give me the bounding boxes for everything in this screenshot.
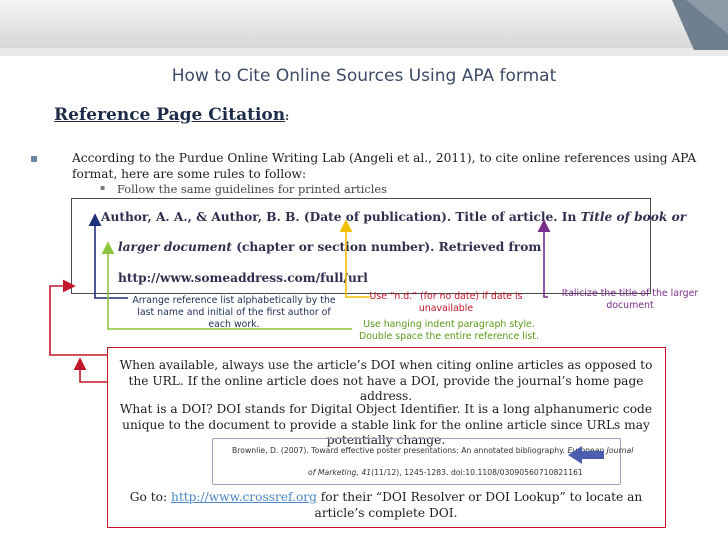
doi-paragraph-2: What is a DOI? DOI stands for Digital Object Identifier. It is a long alphanumeric code unique to the document to provide a stable link for the online article since URLs may potentially change. — [119, 402, 653, 447]
citation-line-1-italic: Title of book or — [580, 210, 687, 224]
bullet-square-icon: ▪ — [30, 151, 39, 165]
slide-title: How to Cite Online Sources Using APA format — [171, 66, 557, 86]
note-hanging-indent: Use hanging indent paragraph style. Double space the entire reference list. — [359, 319, 539, 342]
sub-bullet-text: Follow the same guidelines for printed articles — [117, 182, 388, 196]
citation-line-2-italic: larger document — [118, 240, 232, 254]
example-line-2-text: (11/12), 1245-1283. doi:10.1108/03090560710821161 — [371, 468, 583, 477]
note-arrange-alphabetically: Arrange reference list alphabetically by the last name and initial of the first author of each work. — [132, 295, 336, 330]
crossref-link[interactable]: http://www.crossref.org — [170, 490, 317, 504]
blue-arrow — [95, 218, 128, 298]
heading-colon: : — [285, 110, 290, 123]
heading-text: Reference Page Citation — [54, 105, 286, 125]
doi-paragraph-1: When available, always use the article’s DOI when citing online articles as opposed to the URL. If the online article does not have a DOI, provide the journal’s home page address. — [119, 358, 653, 403]
main-bullet-text: According to the Purdue Online Writing Lab (Angeli et al., 2011), to cite online references using APA format, here are some rules to follow: — [72, 151, 697, 181]
example-line-1-text: Brownlie, D. (2007). Toward effective poster presentations: An annotated bibliography. — [232, 446, 568, 455]
green-arrow — [108, 246, 352, 329]
example-line-2-italic: of Marketing, 41 — [308, 468, 372, 477]
citation-line-2-text: (chapter or section number). Retrieved from — [231, 240, 542, 254]
goto-suffix: for their “DOI Resolver or DOI Lookup” to locate an article’s complete DOI. — [314, 490, 643, 520]
citation-url: http://www.someaddress.com/full/url — [118, 271, 368, 285]
red-arrow — [50, 286, 108, 355]
goto-prefix: Go to: — [129, 490, 171, 504]
note-no-date: Use “n.d.” (for no date) if date is unavailable — [369, 291, 523, 314]
sub-bullet-square-icon: ▪ — [100, 183, 106, 192]
purple-arrow — [544, 224, 548, 297]
citation-line-1-text: Author, A. A., & Author, B. B. (Date of publication). Title of article. In — [101, 210, 581, 224]
note-italicize-title: Italicize the title of the larger document — [561, 288, 699, 311]
example-arrow-icon — [568, 446, 604, 464]
yellow-arrow — [346, 224, 370, 297]
red-arrow-2 — [80, 362, 108, 382]
example-line-1-italic: European Journal — [567, 446, 634, 455]
